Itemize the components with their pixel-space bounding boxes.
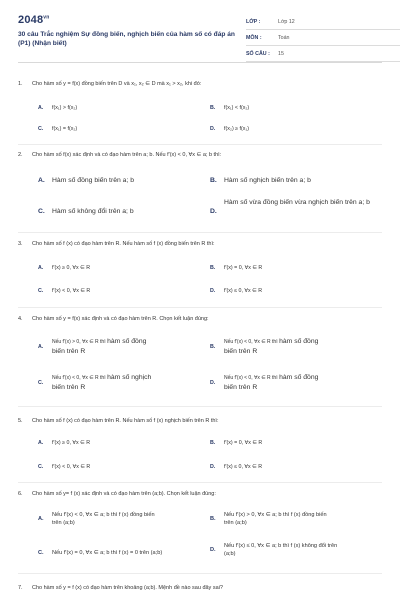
worksheet-title: 30 câu Trắc nghiệm Sự đồng biến, nghịch biến của hàm số có đáp án (P1) (Nhận biết) xyxy=(18,31,235,47)
divider xyxy=(18,406,382,407)
q1-option-d[interactable]: D. f(x₂) ≥ f(x₁) xyxy=(210,126,249,132)
q1-option-a[interactable]: A. f(x₁) > f(x₂) xyxy=(38,105,78,111)
site-logo[interactable]: $2048^{vn}$ xyxy=(18,14,50,26)
question-text: Cho hàm số y = f(x) xác định và có đạo hàm trên R. Chọn kết luận đúng: xyxy=(32,316,209,322)
q3-option-b[interactable]: B. f'(x) = 0, ∀x ∈ R xyxy=(210,265,263,271)
q5-option-d[interactable]: D. f'(x) ≤ 0, ∀x ∈ R xyxy=(210,464,263,470)
question-number: 6. xyxy=(18,491,23,497)
q3-option-d[interactable]: D. f'(x) ≤ 0, ∀x ∈ R xyxy=(210,288,263,294)
q4-option-c[interactable]: C. Nếu f'(x) < 0, ∀x ∈ R thì hàm số nghịch biến trên R xyxy=(38,374,152,391)
question-number: 7. xyxy=(18,585,23,591)
q1-option-c[interactable]: C. f(x₁) = f(x₂) xyxy=(38,126,78,132)
q6-option-b[interactable]: B. Nếu f'(x) > 0, ∀x ∈ a; b thì f (x) đồng biến trên (a;b) xyxy=(210,512,327,526)
q3-option-c[interactable]: C. f'(x) < 0, ∀x ∈ R xyxy=(38,288,91,294)
q2-option-b[interactable]: B. Hàm số nghịch biến trên a; b xyxy=(210,177,311,184)
question-1 xyxy=(18,80,382,88)
q6-option-d[interactable]: D. Nếu f'(x) ≤ 0, ∀x ∈ a; b thì f (x) không đổi trên (a;b) xyxy=(210,543,338,557)
meta-subject: MÔN : Toán xyxy=(246,30,400,46)
q6-option-c[interactable]: C. Nếu f'(x) = 0, ∀x ∈ a; b thì f (x) = 0 trên (a;b) xyxy=(38,550,163,556)
meta-grade: LỚP : Lớp 12 xyxy=(246,14,400,30)
question-text: Cho hàm số f (x) có đạo hàm trên R. Nếu hàm số f (x) đồng biến trên R thì: xyxy=(32,241,215,247)
question-number: 3. xyxy=(18,241,23,247)
q6-option-a[interactable]: A. Nếu f'(x) < 0, ∀x ∈ a; b thì f (x) đồng biến trên (a;b) xyxy=(38,512,155,526)
question-number: 4. xyxy=(18,316,23,322)
q5-option-b[interactable]: B. f'(x) = 0, ∀x ∈ R xyxy=(210,440,263,446)
question-6 xyxy=(18,490,382,498)
q3-option-a[interactable]: A. f'(x) ≥ 0, ∀x ∈ R xyxy=(38,265,91,271)
divider xyxy=(18,232,382,233)
question-number: 1. xyxy=(18,81,23,87)
meta-count: SỐ CÂU : 15 xyxy=(246,46,400,62)
question-4 xyxy=(18,315,382,323)
question-text: Cho hàm số y= f (x) xác định và có đạo hàm trên (a;b). Chọn kết luận đúng: xyxy=(32,491,216,497)
question-7 xyxy=(18,584,382,592)
question-2 xyxy=(18,151,382,159)
divider xyxy=(18,307,382,308)
question-text: Cho hàm số f (x) có đạo hàm trên R. Nếu hàm số f (x) nghịch biến trên R thì: xyxy=(32,418,219,424)
question-3 xyxy=(18,240,382,248)
question-text: Cho hàm số y = f (x) có đạo hàm trên khoảng (a;b). Mệnh đề nào sau đây sai? xyxy=(32,585,223,591)
q4-option-d[interactable]: D. Nếu f'(x) < 0, ∀x ∈ R thì hàm số đồng biến trên R xyxy=(210,374,319,391)
worksheet-header xyxy=(18,0,382,63)
question-text: Cho hàm số y = f(x) đồng biến trên D và x₁, x₂ ∈ D mà x₁ > x₂, khi đó: xyxy=(32,81,202,87)
q5-option-c[interactable]: C. f'(x) < 0, ∀x ∈ R xyxy=(38,464,91,470)
q2-option-d[interactable]: D. Hàm số vừa đồng biến vừa nghịch biến trên a; b xyxy=(210,199,370,215)
question-5 xyxy=(18,417,382,425)
question-number: 5. xyxy=(18,418,23,424)
divider xyxy=(18,482,382,483)
q5-option-a[interactable]: A. f'(x) ≥ 0, ∀x ∈ R xyxy=(38,440,91,446)
worksheet-meta xyxy=(246,14,400,62)
question-text: Cho hàm số f(x) xác định và có đạo hàm trên a; b. Nếu f'(x) < 0, ∀x ∈ a; b thì: xyxy=(32,152,222,158)
q2-option-a[interactable]: A. Hàm số đồng biến trên a; b xyxy=(38,177,134,184)
q1-option-b[interactable]: B. f(x₁) < f(x₂) xyxy=(210,105,250,111)
q2-option-c[interactable]: C. Hàm số không đổi trên a; b xyxy=(38,208,134,215)
divider xyxy=(18,144,382,145)
divider xyxy=(18,573,382,574)
question-number: 2. xyxy=(18,152,23,158)
q4-option-b[interactable]: B. Nếu f'(x) < 0, ∀x ∈ R thì hàm số đồng biến trên R xyxy=(210,338,319,355)
q4-option-a[interactable]: A. Nếu f'(x) > 0, ∀x ∈ R thì hàm số đồng biến trên R xyxy=(38,338,147,355)
